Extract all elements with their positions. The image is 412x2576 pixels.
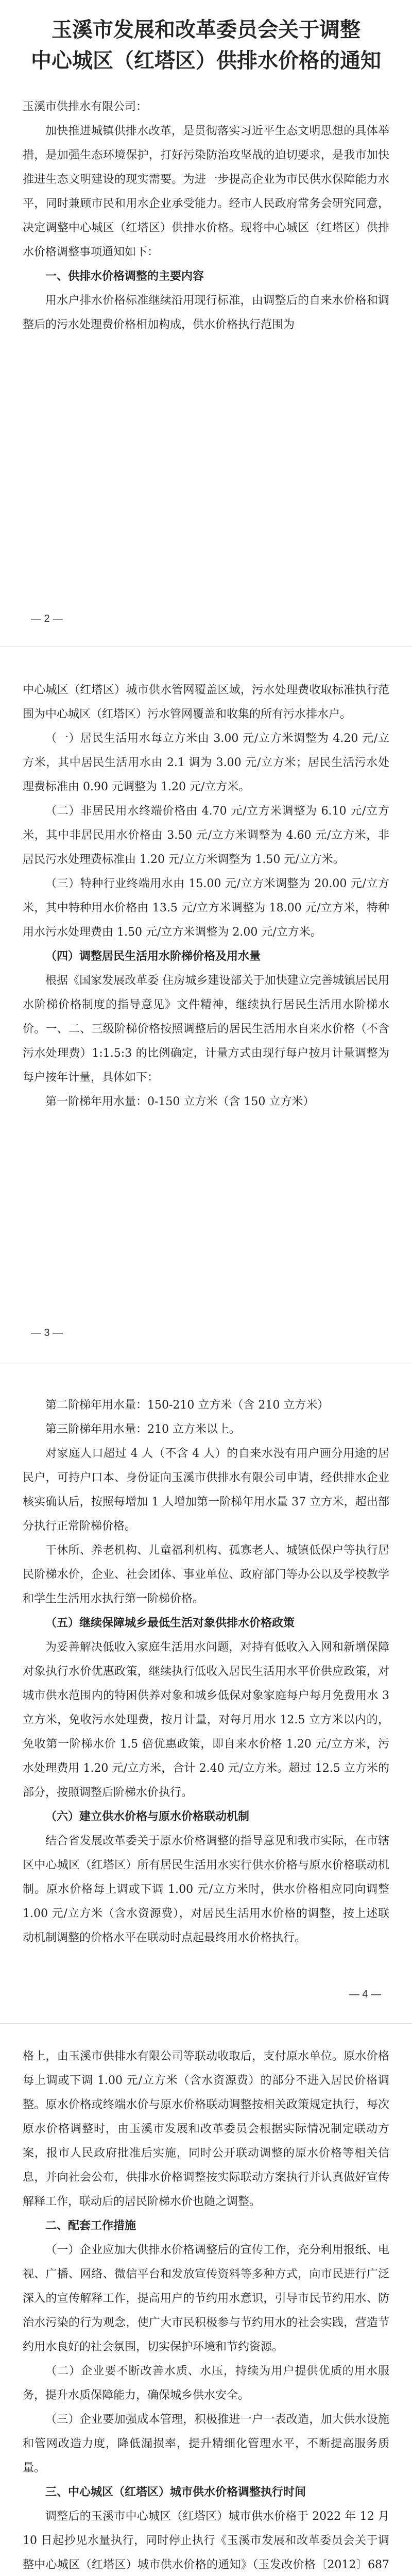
paragraph-linkage-cont: 格上，由玉溪市供排水有限公司等联动收取后，支付原水单位。原水价格每上调或下调 1.00 元/立方米（含水资源费）的部分不进入居民价格调整。原水价格或终端水价与原水价格联动调整按相关政策规定执行，每次原水价格调整时，由玉溪市发展和改革委员会根据实际情况制定联动方案，报市人民政府批准后实施，同时公开联动调整的原水价格等相关信息，并向社会公布，供排水价格调整按实际联动方案执行并认真做好宣传解释工作，联动后的居民阶梯水价也随之调整。 bbox=[23, 2050, 389, 2208]
page-4-body bbox=[23, 2044, 389, 2576]
intro-paragraph: 加快推进城镇供排水改革，是贯彻落实习近平生态文明思想的具体举措，是加强生态环境保护，打好污染防治攻坚战的迫切要求，是我市加快推进生态文明建设的现实需要。为进一步提高企业为市民供水保障能力水平，同时兼顾市民和用水企业承受能力。经市人民政府常务会研究同意，决定调整中心城区（红塔区）供排水价格。现将中心城区（红塔区）供排水价格调整事项通知如下： bbox=[23, 125, 389, 259]
paragraph-measure-3: （三）企业要加强成本管理，积极推进一户一表改造，加大供水设施和管网改造力度，降低漏损率，提升精细化管理水平，不断提高服务质量。 bbox=[23, 2413, 389, 2475]
paragraph-special-price: （三）特种行业终端用水由 15.00 元/立方米调整为 20.00 元/立方米，其中特种用水价格由 13.5 元/立方米调整为 18.00 元/立方米，特种用水污水处理费由 1.50 元/立方米调整为 2.00 元/立方米。 bbox=[23, 877, 389, 939]
paragraph-tier-2: 第二阶梯年用水量：150-210 立方米（含 210 立方米） bbox=[45, 1399, 329, 1412]
paragraph-large-family: 对家庭人口超过 4 人（不含 4 人）的自来水没有用户画分用途的居民户，可持户口本、身份证向玉溪市供排水有限公司申请，经供排水企业核实确认后，按照每增加 1 人增加第一阶梯年用水量 37 立方米，超出部分执行正常阶梯价格。 bbox=[23, 1447, 389, 1533]
document-page-1 bbox=[0, 0, 412, 647]
paragraph-nonresident-price: （二）非居民用水终端价格由 4.70 元/立方米调整为 6.10 元/立方米，其中非居民用水价格由 3.50 元/立方米调整为 4.60 元/立方米，非居民污水处理费标准由 1.20 元/立方米调整为 1.50 元/立方米。 bbox=[23, 805, 389, 866]
paragraph-price-basis: 用水户排水价格标准继续沿用现行标准，由调整后的自来水价格和调整后的污水处理费价格相加构成，供水价格执行范围为 bbox=[23, 294, 389, 331]
document-page-4 bbox=[0, 2024, 412, 2576]
section-heading-1: 一、供排水价格调整的主要内容 bbox=[45, 270, 204, 283]
page-number: — 3 — bbox=[31, 1327, 63, 1338]
document-page-2 bbox=[0, 647, 412, 1364]
page-number: — 2 — bbox=[31, 613, 63, 624]
paragraph-tier-3: 第三阶梯年用水量：210 立方米以上。 bbox=[45, 1423, 241, 1436]
paragraph-tier-1: 第一阶梯年用水量：0-150 立方米（含 150 立方米） bbox=[45, 1095, 315, 1108]
document-title-line-1: 玉溪市发展和改革委员会关于调整 bbox=[52, 18, 360, 42]
page-2-body bbox=[23, 678, 389, 1114]
page-number: — 4 — bbox=[349, 1989, 381, 2000]
page-1-body bbox=[23, 95, 389, 337]
document-page-3 bbox=[0, 1364, 412, 2024]
subheading-tier: （四）调整居民生活用水阶梯价格及用水量 bbox=[45, 950, 261, 963]
paragraph-price-linkage: 结合省发展改革委关于原水价格调整的指导意见和我市实际，在市辖区中心城区（红塔区）所有居民生活用水实行供水价格与原水价格联动机制。原水价格每上调或下调 1.00 元/立方米时，供水价格相应同向调整 1.00 元/立方米（含水资源费），对居民生活用水价格的调整，按上述联动机制调整的价格水平在联动时点起最终用水价格执行。 bbox=[23, 1835, 389, 1944]
paragraph-tier-pricing: 根据《国家发展改革委 住房城乡建设部关于加快建立完善城镇居民用水阶梯价格制度的指导意见》文件精神，继续执行居民生活用水阶梯水价。一、二、三级阶梯价格按照调整后的居民生活用水自来水价格（不含污水处理费）1:1.5:3 的比例确定，计量方式由现行每户按月计量调整为每户按年计量，具体如下： bbox=[23, 974, 389, 1084]
section-heading-3: 三、中心城区（红塔区）城市供水价格调整执行时间 bbox=[45, 2486, 306, 2499]
paragraph-measure-2: （二）企业要不断改善水质、水压，持续为用户提供优质的用水服务，提升水质保障能力，确保城乡供水安全。 bbox=[23, 2365, 389, 2402]
addressee: 玉溪市供排水有限公司： bbox=[23, 100, 148, 113]
document-title-line-2: 中心城区（红塔区）供排水价格的通知 bbox=[31, 48, 381, 73]
paragraph-low-income: 为妥善解决低收入家庭生活用水问题，对持有低收入入网和新增保障对象执行水价优惠政策，继续执行低收入居民生活用水平价供应政策，对城市供水范围内的特困供养对象和城乡低保对象家庭每户每月免费用水 3 立方米，免收污水处理费，按月计量，对每月用水 12.5 立方米以内的，免收第一阶梯水价 1.5 倍优惠政策，即自来水价格 1.20 元/立方米，污水处理费用 1.20 元/立方米，合计 2.40 元/立方米。超过 12.5 立方米的部分，按照调整后阶梯水价执行。 bbox=[23, 1641, 389, 1799]
paragraph-effective-date: 调整后的玉溪市中心城区（红塔区）城市供水价格于 2022 年 12 月 10 日起抄见水量执行，同时停止执行《玉溪市发展和改革委员会关于调整中心城区（红塔区）城市供水价格的通知》（玉发改价格〔2012〕687 bbox=[23, 2510, 389, 2571]
paragraph-measure-1: （一）企业应加大供排水价格调整后的宣传工作，充分利用报纸、电视、广播、网络、微信平台和发放宣传资料等多种方式，向市民进行广泛深入的宣传解释工作，提高用户的节约用水意识，引导市民节约用水、防治水污染的行为观念，使广大市民积极参与节约用水的社会实践，营造节约用水良好的社会氛围，切实保护环境和节约资源。 bbox=[23, 2244, 389, 2353]
paragraph-institutions: 干休所、养老机构、儿童福利机构、孤寡老人、城镇低保户等执行居民阶梯水价，企业、社会团体、事业单位、政府部门等办公以及学校教学和学生生活用水执行第一阶梯价格。 bbox=[23, 1544, 389, 1605]
subheading-price-linkage: （六）建立供水价格与原水价格联动机制 bbox=[45, 1810, 250, 1823]
title-block bbox=[23, 14, 389, 76]
page-3-body bbox=[23, 1393, 389, 1950]
paragraph-scope: 中心城区（红塔区）城市供水管网覆盖区域，污水处理费收取标准执行范围为中心城区（红塔区）污水管网覆盖和收集的所有污水排水户。 bbox=[23, 684, 389, 721]
section-heading-2: 二、配套工作措施 bbox=[45, 2219, 136, 2232]
subheading-low-income: （五）继续保障城乡最低生活对象供排水价格政策 bbox=[45, 1617, 295, 1630]
paragraph-resident-price: （一）居民生活用水每立方米由 3.00 元/立方米调整为 4.20 元/立方米，其中居民生活用水由 2.1 调为 3.00 元/立方米；居民生活污水处理费标准由 0.90 元调整为 1.20 元/立方米。 bbox=[23, 732, 389, 793]
